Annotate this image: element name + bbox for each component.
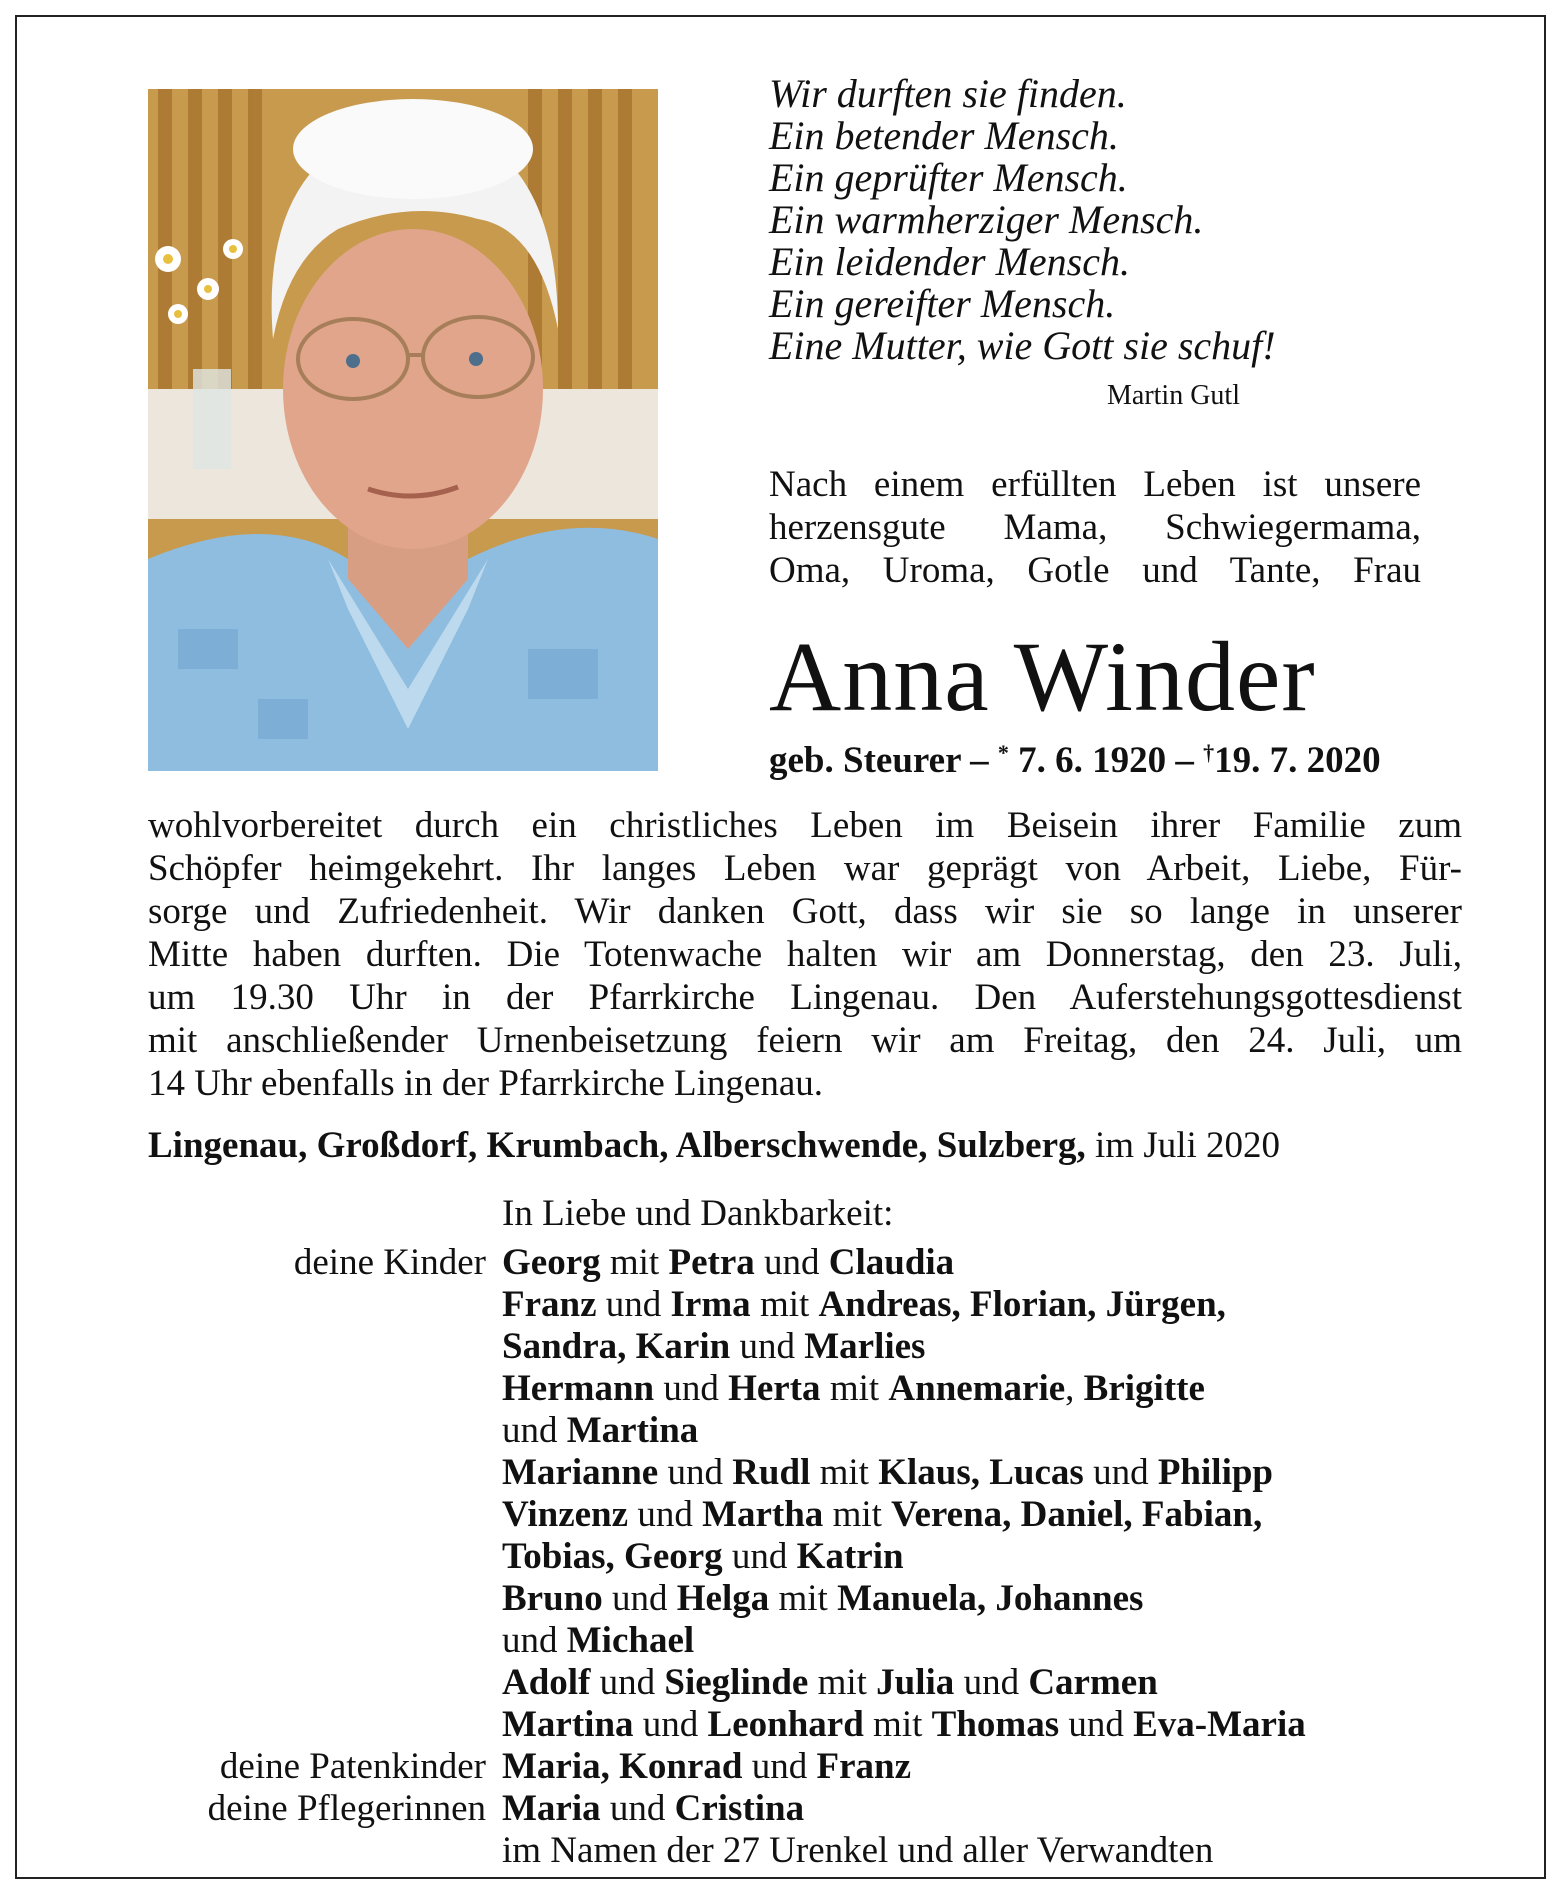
family-name: Eva-Maria [1133, 1704, 1306, 1745]
family-name: Brigitte [1083, 1368, 1205, 1409]
separator: – [1175, 740, 1194, 781]
family-row-names [502, 1368, 1205, 1410]
family-row-names [502, 1578, 1143, 1620]
family-row-names [502, 1830, 1213, 1872]
family-connector: im Namen der 27 Urenkel und aller Verwandten [502, 1830, 1214, 1871]
family-row [17, 1494, 1548, 1536]
family-name: Petra [668, 1242, 755, 1283]
family-row [17, 1368, 1548, 1410]
family-name: Maria, Konrad [502, 1746, 743, 1787]
family-connector: und [602, 1578, 677, 1619]
intro-text [769, 463, 1421, 592]
family-connector: , [1065, 1368, 1084, 1409]
cross-symbol: † [1203, 740, 1215, 765]
family-connector: und [590, 1662, 665, 1703]
family-name: Maria [502, 1788, 601, 1829]
family-connector: und [722, 1536, 797, 1577]
family-connector: und [954, 1662, 1029, 1703]
family-row-names [502, 1494, 1262, 1536]
family-name: Cristina [674, 1788, 805, 1829]
body-paragraph [148, 804, 1462, 1105]
family-name: Franz [502, 1284, 597, 1325]
family-connector: und [596, 1284, 671, 1325]
family-connector: und [1083, 1452, 1158, 1493]
family-name: Sandra, Karin [502, 1326, 731, 1367]
family-row [17, 1284, 1548, 1326]
places-line [148, 1124, 1488, 1167]
family-row-names [502, 1536, 904, 1578]
family-connector: und [1059, 1704, 1134, 1745]
body-line: Schöpfer heimgekehrt. Ihr langes Leben war geprägt von Arbeit, Liebe, Für- [148, 848, 1462, 889]
family-row-names [502, 1410, 698, 1452]
family-name: Manuela, Johannes [837, 1578, 1144, 1619]
birth-date: 7. 6. 1920 [1018, 740, 1167, 781]
places-list: Lingenau, Großdorf, Krumbach, Alberschwende, Sulzberg, [148, 1125, 1086, 1166]
family-connector: und [742, 1746, 817, 1787]
body-line: Mitte haben durften. Die Totenwache halten wir am Donnerstag, den 23. Juli, [148, 934, 1462, 975]
portrait-illustration [148, 89, 658, 771]
family-row-names [502, 1704, 1306, 1746]
thanks-line: In Liebe und Dankbarkeit: [502, 1193, 894, 1234]
poem-line: Ein leidender Mensch. [769, 239, 1130, 284]
deceased-name: Anna Winder [769, 621, 1316, 732]
family-row [17, 1578, 1548, 1620]
family-connector: und [658, 1452, 733, 1493]
family-connector: und [502, 1620, 567, 1661]
family-name: Klaus, Lucas [878, 1452, 1084, 1493]
family-connector: mit [808, 1662, 877, 1703]
poem-author: Martin Gutl [1107, 380, 1240, 411]
family-connector: und [628, 1494, 703, 1535]
family-row-names [502, 1788, 804, 1830]
family-row-label: deine Pflegerinnen [207, 1788, 486, 1829]
family-connector: mit [600, 1242, 669, 1283]
family-name: Julia [876, 1662, 955, 1703]
body-line: um 19.30 Uhr in der Pfarrkirche Lingenau. Den Auferstehungsgottesdienst [148, 977, 1462, 1018]
family-name: Hermann [502, 1368, 655, 1409]
family-name: Georg [502, 1242, 601, 1283]
family-connector: mit [750, 1284, 819, 1325]
family-connector: und [730, 1326, 805, 1367]
family-row-label: deine Patenkinder [219, 1746, 486, 1787]
family-connector: und [654, 1368, 729, 1409]
family-row-label: deine Kinder [293, 1242, 486, 1283]
family-connector: mit [820, 1368, 889, 1409]
body-line: 14 Uhr ebenfalls in der Pfarrkirche Lingenau. [148, 1063, 823, 1104]
family-row [17, 1746, 1548, 1788]
family-row-names [502, 1284, 1226, 1326]
poem [769, 73, 1329, 367]
family-row [17, 1620, 1548, 1662]
family-connector: und [600, 1788, 675, 1829]
family-row-names [502, 1662, 1158, 1704]
life-dates [769, 739, 1381, 782]
family-connector: und [633, 1704, 708, 1745]
family-name: Vinzenz [502, 1494, 629, 1535]
family-name: Helga [676, 1578, 770, 1619]
separator: – [970, 740, 989, 781]
family-row [17, 1242, 1548, 1284]
family-name: Philipp [1157, 1452, 1274, 1493]
intro-line: Nach einem erfüllten Leben ist unsere [769, 464, 1421, 505]
family-name: Tobias, Georg [502, 1536, 723, 1577]
family-name: Martina [566, 1410, 699, 1451]
family-row-names [502, 1452, 1273, 1494]
family-connector: und [754, 1242, 829, 1283]
family-name: Martina [502, 1704, 634, 1745]
family-row [17, 1788, 1548, 1830]
poem-line: Eine Mutter, wie Gott sie schuf! [769, 323, 1276, 368]
family-name: Marianne [502, 1452, 659, 1493]
family-row-names [502, 1620, 694, 1662]
poem-line: Ein geprüfter Mensch. [769, 155, 1128, 200]
family-connector: und [502, 1410, 567, 1451]
family-name: Thomas [931, 1704, 1060, 1745]
family-list [17, 1242, 1548, 1872]
family-connector: mit [823, 1494, 892, 1535]
family-connector: mit [769, 1578, 838, 1619]
family-name: Claudia [828, 1242, 955, 1283]
poem-line: Ein warmherziger Mensch. [769, 197, 1204, 242]
maiden-name: geb. Steurer [769, 740, 961, 781]
family-name: Andreas, Florian, Jürgen, [818, 1284, 1226, 1325]
body-line: mit anschließender Urnenbeisetzung feiern wir am Freitag, den 24. Juli, um [148, 1020, 1462, 1061]
family-row-names [502, 1746, 911, 1788]
family-name: Franz [816, 1746, 912, 1787]
family-row-names [502, 1242, 954, 1284]
places-date: im Juli 2020 [1095, 1125, 1281, 1166]
family-name: Rudl [732, 1452, 811, 1493]
family-name: Adolf [502, 1662, 591, 1703]
family-connector: mit [863, 1704, 932, 1745]
family-name: Verena, Daniel, Fabian, [891, 1494, 1263, 1535]
poem-line: Ein betender Mensch. [769, 113, 1119, 158]
body-line: sorge und Zufriedenheit. Wir danken Gott, dass wir sie so lange in unserer [148, 891, 1462, 932]
family-name: Carmen [1028, 1662, 1158, 1703]
body-line: wohlvorbereitet durch ein christliches Leben im Beisein ihrer Familie zum [148, 805, 1462, 846]
family-row [17, 1536, 1548, 1578]
family-name: Martha [702, 1494, 824, 1535]
poem-line: Ein gereifter Mensch. [769, 281, 1116, 326]
family-name: Katrin [796, 1536, 904, 1577]
intro-line: herzensgute Mama, Schwiegermama, [769, 507, 1421, 548]
death-date: 19. 7. 2020 [1214, 740, 1381, 781]
family-name: Leonhard [707, 1704, 864, 1745]
family-name: Sieglinde [664, 1662, 809, 1703]
family-row [17, 1830, 1548, 1872]
birth-symbol: * [997, 740, 1009, 765]
family-name: Herta [728, 1368, 821, 1409]
family-name: Irma [670, 1284, 751, 1325]
intro-line: Oma, Uroma, Gotle und Tante, Frau [769, 550, 1421, 591]
family-row [17, 1662, 1548, 1704]
family-name: Michael [566, 1620, 695, 1661]
family-row [17, 1326, 1548, 1368]
family-row [17, 1452, 1548, 1494]
family-name: Annemarie [888, 1368, 1066, 1409]
family-name: Marlies [804, 1326, 926, 1367]
family-connector: mit [810, 1452, 879, 1493]
family-row [17, 1704, 1548, 1746]
portrait-photo [148, 89, 658, 771]
family-name: Bruno [502, 1578, 603, 1619]
obituary-page [15, 15, 1546, 1879]
family-row [17, 1410, 1548, 1452]
family-row-names [502, 1326, 925, 1368]
poem-line: Wir durften sie finden. [769, 71, 1127, 116]
